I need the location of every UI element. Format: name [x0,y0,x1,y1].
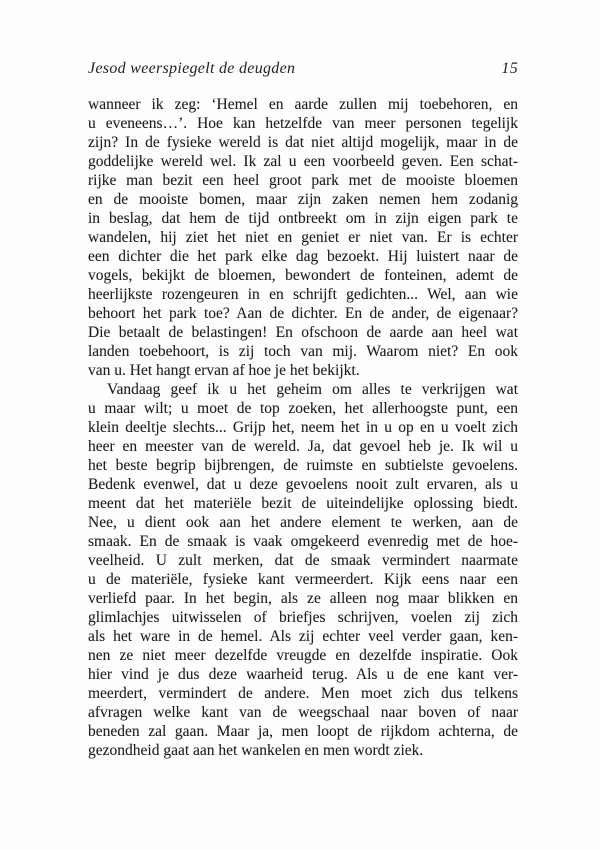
text-line: in beslag, dat hem de tijd ontbreekt om in zijn eigen park te [88,210,518,227]
text-line: landen toebehoort, is zij toch van mij. Waarom niet? En ook [88,343,518,360]
page-number: 15 [501,60,518,77]
text-line: meerdert, vermindert de andere. Men moet zich dus telkens [88,685,518,702]
text-line: nen ze niet meer dezelfde vreugde en dezelfde inspiratie. Ook [88,647,518,664]
text-line: verliefd paar. In het begin, als ze alleen nog maar blikken en [88,590,518,607]
chapter-title: Jesod weerspiegelt de deugden [88,60,296,77]
text-line: Nee, u dient ook aan het andere element te werken, aan de [88,514,518,531]
text-line: wanneer ik zeg: ‘Hemel en aarde zullen mij toebehoren, en [88,96,518,113]
text-line: Vandaag geef ik u het geheim om alles te verkrijgen wat [107,381,518,398]
text-line: heer en meester van de wereld. Ja, dat gevoel heb je. Ik wil u [88,438,518,455]
text-line: hier vind je dus deze waarheid terug. Als u de ene kant ver- [88,666,518,683]
text-line: klein deeltje slechts... Grijp het, neem het in u op en u voelt zich [88,419,518,436]
text-line: rijke man bezit een heel groot park met de mooiste bloemen [88,172,518,189]
text-line: gezondheid gaat aan het wankelen en men wordt ziek. [88,742,424,759]
text-line: afvragen welke kant van de weegschaal naar boven of naar [88,704,518,721]
text-line: u eveneens…’. Hoe kan hetzelfde van meer personen tegelijk [88,115,518,132]
text-line: het beste begrip bijbrengen, de ruimste en subtielste gevoelens. [88,457,518,474]
text-line: een dichter die het park elke dag bezoekt. Hij luistert naar de [88,248,518,265]
text-line: veelheid. U zult merken, dat de smaak vermindert naarmate [88,552,518,569]
text-line: zijn? In de fysieke wereld is dat niet altijd mogelijk, maar in de [88,134,518,151]
text-line: Die betaalt de belastingen! En ofschoon de aarde aan heel wat [88,324,518,341]
text-line: en de mooiste bomen, maar zijn zaken nemen hem zodanig [88,191,518,208]
text-line: u maar wilt; u moet de top zoeken, het allerhoogste punt, een [88,400,518,417]
text-line: goddelijke wereld wel. Ik zal u een voorbeeld geven. Een schat- [88,153,518,170]
text-line: u de materiële, fysieke kant vermeerdert. Kijk eens naar een [88,571,518,588]
text-line: wandelen, hij ziet het niet en geniet er niet van. Er is echter [88,229,518,246]
text-line: van u. Het hangt ervan af hoe je het bekijkt. [88,362,360,379]
text-line: als het ware in de hemel. Als zij echter veel verder gaan, ken- [88,628,518,645]
text-line: vogels, bekijkt de bloemen, bewondert de fonteinen, ademt de [88,267,518,284]
text-body [88,95,518,760]
text-line: meent dat het materiële bezit de uiteindelijke oplossing biedt. [88,495,518,512]
text-line: behoort het park toe? Aan de dichter. En de ander, de eigenaar? [88,305,518,322]
text-line: beneden zal gaan. Maar ja, men loopt de rijkdom achterna, de [88,723,518,740]
text-line: heerlijkste rozengeuren in en schrijft gedichten... Wel, aan wie [88,286,518,303]
text-line: Bedenk evenwel, dat u deze gevoelens nooit zult ervaren, als u [88,476,518,493]
running-header [88,60,518,78]
text-line: glimlachjes uitwisselen of briefjes schrijven, voelen zij zich [88,609,518,626]
text-line: smaak. En de smaak is vaak omgekeerd evenredig met de hoe- [88,533,518,550]
